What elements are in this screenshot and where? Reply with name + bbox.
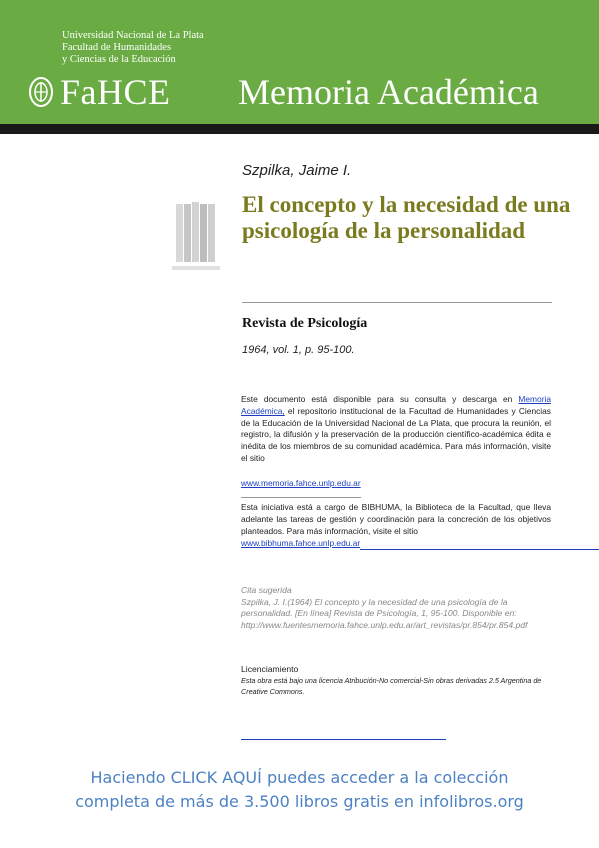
citation-text: Szpilka, J. I.(1964) El concepto y la necesidad de una psicología de la personalidad. [En línea] Revista de Psicología, 1, 95-100. Disponible en: http://www.fuentesmemoria.fahce.unlp.edu.ar/art_revistas/pr.854/pr.854.pdf [241,596,528,631]
faculty-name-cont: y Ciencias de la Educación [62,54,176,65]
university-seal-icon [28,76,54,108]
memoria-link[interactable]: Memoria Académica, [241,394,551,416]
document-title: El concepto y la necesidad de una psicología de la personalidad [242,192,571,243]
faculty-name: Facultad de Humanidades [62,42,172,53]
suggested-citation [241,585,556,632]
university-name: Universidad Nacional de La Plata [62,30,204,41]
memoria-url-link[interactable]: www.memoria.fahce.unlp.edu.ar [241,478,361,488]
availability-text-end: el repositorio institucional de la Facultad de Humanidades y Ciencias de la Educación de la Universidad Nacional de La Plata, que procura la reunión, el registro, la difusión y la preservación de la producción científico-académica édita e inédita de los miembros de su comunidad académica. Para más información, visite el sitio [241,405,551,463]
citation-heading: Cita sugerida [241,585,292,595]
books-icon [168,200,224,274]
fahce-logo[interactable]: FaHCE [60,72,171,112]
availability-paragraph [241,394,551,465]
divider [360,549,599,550]
promo-line-1[interactable]: Haciendo CLICK AQUÍ puedes acceder a la colección [90,768,509,787]
document-author: Szpilka, Jaime I. [242,162,352,179]
university-lines [62,30,204,66]
divider [241,739,446,740]
citation-detail: 1964, vol. 1, p. 95-100. [242,344,355,356]
divider [242,302,552,303]
repository-title[interactable]: Memoria Académica [238,72,539,112]
availability-text-start: Este documento está disponible para su consulta y descarga en [241,394,513,404]
license-heading: Licenciamiento [241,664,299,674]
promo-line-2[interactable]: completa de más de 3.500 libros gratis en infolibros.org [75,792,524,811]
divider [241,497,361,498]
initiative-paragraph: Esta iniciativa está a cargo de BIBHUMA, la Biblioteca de la Facultad, que lleva adelante las tareas de gestión y coordinación para la concreción de los objetivos planteados. Para más información, visite el sitio [241,502,551,536]
license-text[interactable]: Esta obra está bajo una licencia Atribución-No comercial-Sin obras derivadas 2.5 Argentina de Creative Commons. [241,676,542,696]
header-divider [0,124,599,134]
journal-name: Revista de Psicología [242,316,368,331]
repository-header [0,0,599,124]
bibhuma-url-link[interactable]: www.bibhuma.fahce.unlp.edu.ar [241,538,361,548]
